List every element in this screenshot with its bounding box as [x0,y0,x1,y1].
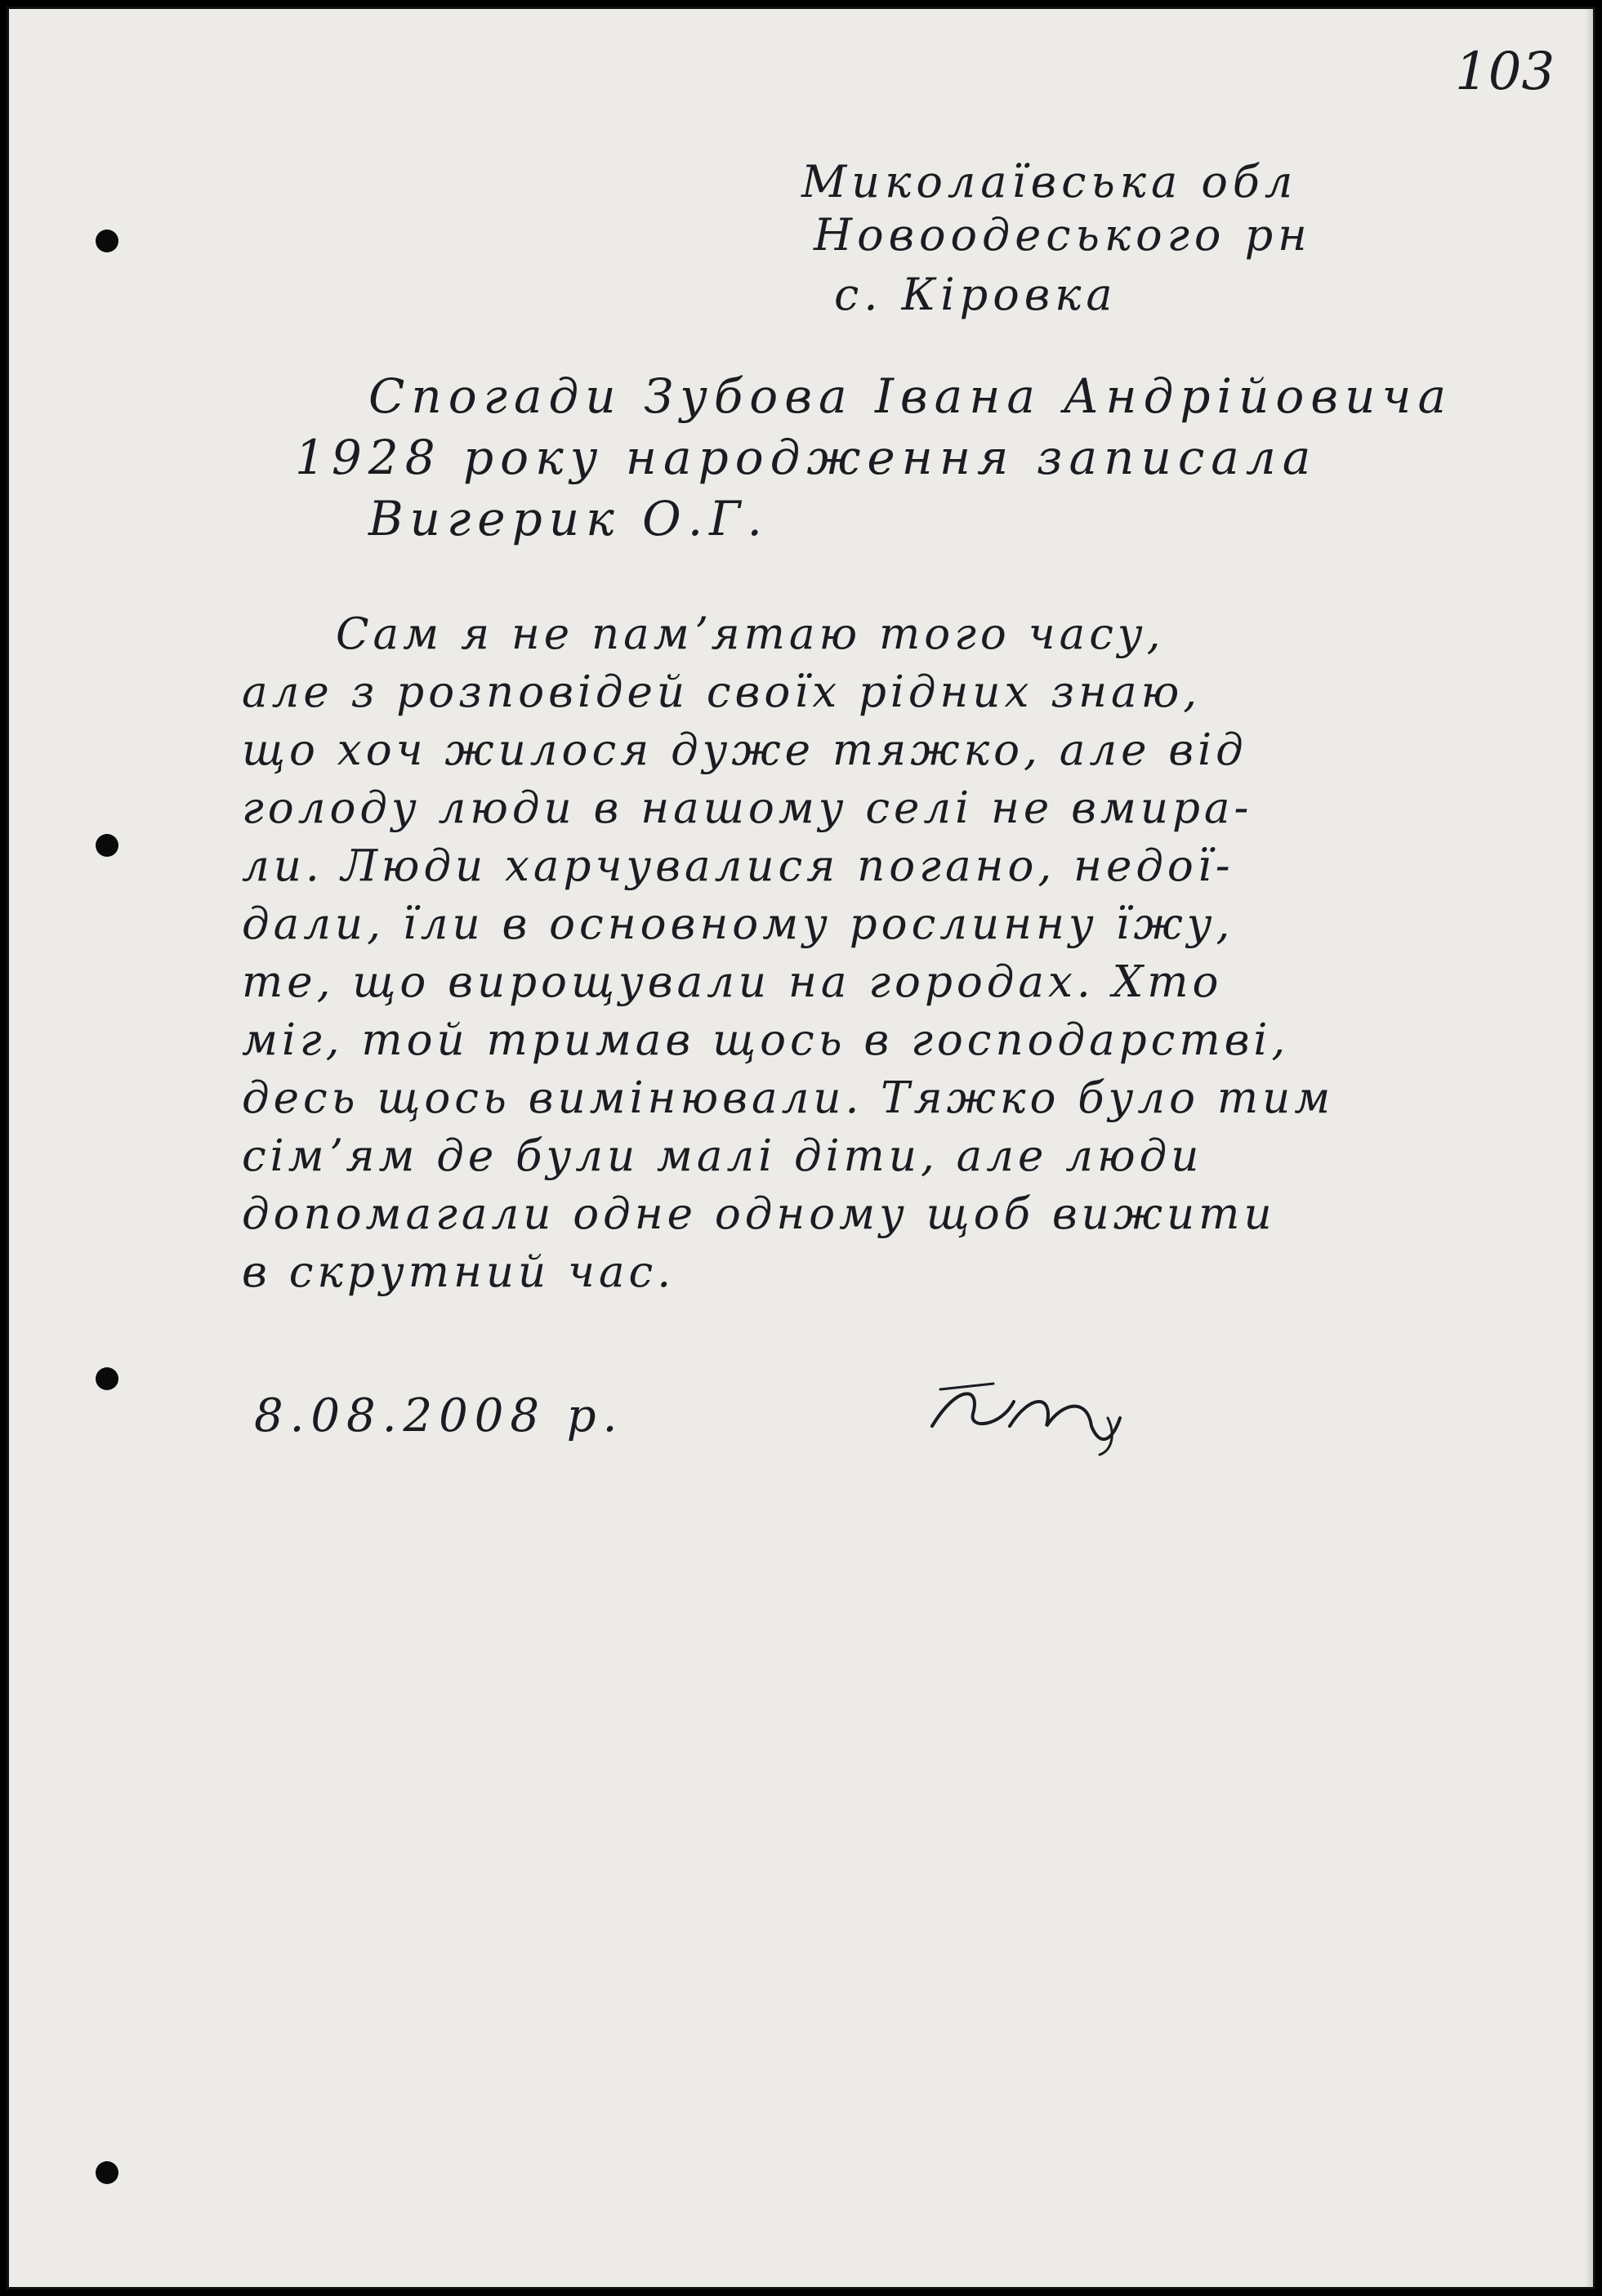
punch-hole [96,2161,118,2184]
address-village: с. Кіровка [834,269,1118,320]
signature [924,1369,1128,1459]
body-line: те, що вирощували на городах. Хто [242,957,1223,1007]
punch-hole [96,834,118,857]
punch-hole [96,230,118,252]
address-region: Миколаївська обл [801,156,1298,207]
body-line: але з розповідей своїх рідних знаю, [242,667,1202,717]
punch-hole [96,1367,118,1390]
body-line: дали, їли в основному рослинну їжу, [242,899,1234,949]
body-line: в скрутний час. [242,1247,676,1297]
body-line: допомагали одне одному щоб вижити [242,1189,1276,1239]
body-line: Сам я не памʼятаю того часу, [336,609,1165,659]
body-line: голоду люди в нашому селі не вмира- [242,783,1253,833]
page-number: 103 [1455,42,1555,102]
body-line: що хоч жилося дуже тяжко, але від [242,725,1247,775]
page-edge-shadow [1585,9,1593,2287]
title-line: Спогади Зубова Івана Андрійовича [368,368,1453,424]
date: 8.08.2008 р. [254,1389,624,1442]
body-line: десь щось вимінювали. Тяжко було тим [242,1073,1335,1123]
body-line: сімʼям де були малі діти, але люди [242,1131,1203,1181]
title-line: 1928 року народження записала [295,430,1318,485]
body-line: ли. Люди харчувалися погано, недої- [242,841,1234,891]
document-page [7,7,1595,2289]
signature-graphic [924,1369,1128,1459]
body-line: міг, той тримав щось в господарстві, [242,1015,1290,1065]
address-district: Новоодеського рн [814,209,1312,261]
title-line: Вигерик О.Г. [368,491,769,546]
